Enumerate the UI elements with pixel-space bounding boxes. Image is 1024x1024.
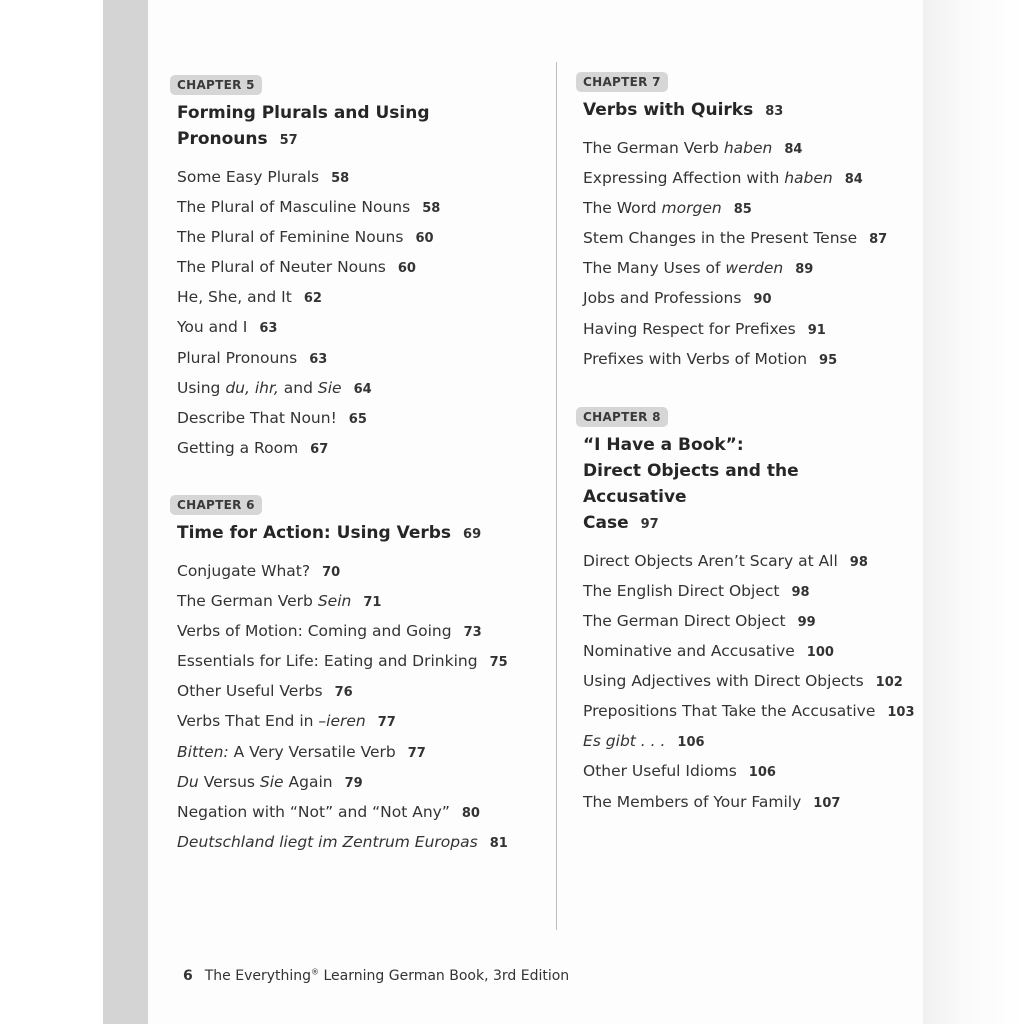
chapter-title-text: Verbs with Quirks xyxy=(583,100,754,120)
toc-entry-text: Some Easy Plurals xyxy=(177,168,320,186)
toc-entry xyxy=(583,163,906,193)
chapter-badge: CHAPTER 6 xyxy=(170,495,262,515)
toc-entry-text: Verbs of Motion: Coming and Going xyxy=(177,622,452,641)
toc-entry-page-number: 95 xyxy=(819,352,838,368)
toc-entry xyxy=(583,696,915,726)
toc-entry-text: Versus xyxy=(198,772,260,791)
toc-entry-page-number: 89 xyxy=(795,262,814,278)
toc-entry xyxy=(177,282,550,312)
toc-entry-text: The German Verb xyxy=(583,139,724,157)
toc-entry-text: Plural Pronouns xyxy=(177,348,298,367)
toc-entry-text: The Plural of Masculine Nouns xyxy=(177,198,411,217)
page-footer xyxy=(183,967,569,984)
toc-entry-page-number: 107 xyxy=(813,795,841,811)
toc-entry-text: Other Useful Verbs xyxy=(177,682,323,701)
toc-entry-text: A Very Versatile Verb xyxy=(228,742,396,761)
toc-entry-page-number: 106 xyxy=(748,765,776,781)
toc-entry-text: Conjugate What? xyxy=(177,561,311,580)
toc-entry-text: Sie xyxy=(259,772,284,791)
toc-entry-text: The German Direct Object xyxy=(583,611,786,630)
chapter-section xyxy=(170,74,550,463)
toc-entry xyxy=(583,636,906,666)
chapter-section xyxy=(576,71,906,374)
toc-entry-page-number: 98 xyxy=(791,584,810,600)
toc-entry-text: Nominative and Accusative xyxy=(583,642,795,661)
toc-entry-list xyxy=(170,162,550,463)
chapter-page-number: 57 xyxy=(279,133,298,148)
toc-entry-list xyxy=(576,546,915,817)
toc-entry xyxy=(177,343,550,373)
toc-entry xyxy=(583,576,906,606)
toc-entry-text: You and I xyxy=(177,318,248,337)
toc-entry-page-number: 84 xyxy=(784,142,803,157)
toc-entry-text: Describe That Noun! xyxy=(177,408,337,427)
toc-entry xyxy=(177,646,550,676)
toc-entry-page-number: 87 xyxy=(869,232,888,248)
toc-entry-text: The German Verb xyxy=(177,592,318,611)
chapter-title xyxy=(177,520,550,548)
chapter-page-number: 69 xyxy=(463,526,482,542)
toc-entry-text: The Plural of Feminine Nouns xyxy=(177,228,404,247)
right-column xyxy=(576,71,915,817)
toc-entry xyxy=(177,222,550,252)
toc-entry-page-number: 67 xyxy=(310,441,329,457)
toc-entry xyxy=(583,314,906,344)
toc-entry xyxy=(177,767,550,797)
toc-entry-text: haben xyxy=(784,169,833,188)
chapter-page-number: 97 xyxy=(640,516,659,532)
toc-entry-text: –ieren xyxy=(318,712,366,731)
toc-entry-page-number: 85 xyxy=(733,202,752,218)
scan-background xyxy=(0,0,103,1024)
toc-entry-page-number: 90 xyxy=(753,292,772,308)
toc-entry xyxy=(177,162,550,192)
toc-entry xyxy=(177,433,550,463)
toc-entry-text: He, She, and It xyxy=(177,288,292,307)
chapter-title-text: Time for Action: Using Verbs xyxy=(177,522,452,543)
toc-entry-page-number: 63 xyxy=(259,321,278,337)
toc-entry xyxy=(177,797,550,827)
toc-entry-page-number: 73 xyxy=(463,625,482,641)
toc-entry-page-number: 58 xyxy=(422,201,441,217)
toc-entry-page-number: 77 xyxy=(407,745,426,761)
toc-entry-text: morgen xyxy=(661,199,722,218)
toc-entry-text: The Plural of Neuter Nouns xyxy=(177,258,386,277)
toc-entry-page-number: 103 xyxy=(887,705,915,721)
toc-entry xyxy=(177,556,550,586)
toc-entry-text: Du xyxy=(177,772,199,791)
chapter-section xyxy=(576,406,915,817)
toc-entry-page-number: 79 xyxy=(344,775,363,791)
toc-entry xyxy=(177,192,550,222)
toc-entry xyxy=(177,252,550,282)
toc-entry-text: Again xyxy=(283,772,333,791)
toc-entry-text: Having Respect for Prefixes xyxy=(583,319,796,338)
toc-entry-text: The Many Uses of xyxy=(583,259,726,278)
toc-entry-list xyxy=(170,556,550,857)
toc-entry-list xyxy=(576,133,906,374)
toc-entry xyxy=(177,403,550,433)
column-divider xyxy=(556,62,557,930)
toc-entry-page-number: 99 xyxy=(797,614,816,630)
chapter-title-text: Forming Plurals and Using Pronouns xyxy=(177,103,430,149)
toc-entry-text: The English Direct Object xyxy=(583,581,780,600)
toc-entry xyxy=(583,223,906,253)
toc-entry xyxy=(583,133,906,163)
toc-entry-text: Using Adjectives with Direct Objects xyxy=(583,672,864,691)
toc-entry-text: Sein xyxy=(317,592,352,611)
toc-entry-page-number: 91 xyxy=(807,322,826,338)
toc-entry-text: Prepositions That Take the Accusative xyxy=(583,702,876,721)
toc-entry xyxy=(177,827,550,857)
toc-entry-text: Bitten: xyxy=(177,742,229,761)
toc-entry-text: Direct Objects Aren’t Scary at All xyxy=(583,551,838,570)
toc-entry-page-number: 81 xyxy=(489,835,508,851)
toc-entry xyxy=(583,344,906,374)
toc-entry-text: Deutschland liegt im Zentrum Europas xyxy=(177,832,478,851)
chapter-title xyxy=(583,97,906,125)
toc-entry-text: Getting a Room xyxy=(177,438,299,457)
toc-entry-page-number: 62 xyxy=(303,291,322,307)
toc-entry xyxy=(583,193,906,223)
toc-entry-page-number: 64 xyxy=(353,381,372,397)
toc-entry-page-number: 106 xyxy=(677,735,705,751)
footer-page-number: 6 xyxy=(183,967,193,984)
toc-entry xyxy=(177,586,550,616)
toc-entry-page-number: 60 xyxy=(415,231,434,247)
toc-entry-text: The Word xyxy=(583,199,662,218)
toc-entry xyxy=(177,737,550,767)
toc-entry xyxy=(583,546,906,576)
toc-entry xyxy=(583,283,906,313)
toc-entry xyxy=(177,312,550,342)
chapter-badge: CHAPTER 8 xyxy=(576,407,668,427)
toc-entry-text: Es gibt . . . xyxy=(583,732,666,751)
chapter-title xyxy=(583,432,906,538)
chapter-section xyxy=(170,494,550,857)
toc-entry-page-number: 58 xyxy=(331,171,350,186)
toc-entry xyxy=(177,676,550,706)
toc-entry-page-number: 76 xyxy=(334,685,353,701)
chapter-page-number: 83 xyxy=(765,104,784,119)
toc-entry-text: Using xyxy=(177,378,226,397)
toc-entry-page-number: 71 xyxy=(363,595,382,611)
toc-entry-page-number: 75 xyxy=(489,655,508,671)
toc-entry-text: and xyxy=(278,378,318,397)
toc-entry xyxy=(177,373,550,403)
toc-entry-text: Stem Changes in the Present Tense xyxy=(583,229,858,248)
toc-entry xyxy=(583,787,906,817)
toc-entry-text: The Members of Your Family xyxy=(583,792,802,811)
toc-entry-page-number: 63 xyxy=(309,351,328,367)
toc-entry-page-number: 70 xyxy=(322,564,341,580)
left-column xyxy=(170,74,550,857)
toc-entry-page-number: 102 xyxy=(875,675,903,691)
page-edge-shadow xyxy=(103,0,148,1024)
toc-entry-text: Other Useful Idioms xyxy=(583,762,737,781)
toc-entry-text: Sie xyxy=(317,378,342,397)
page-right-edge xyxy=(923,0,1024,1024)
toc-entry-page-number: 84 xyxy=(844,172,863,188)
toc-entry-text: haben xyxy=(723,139,773,157)
toc-entry-page-number: 100 xyxy=(806,645,834,661)
toc-entry-page-number: 98 xyxy=(849,554,868,570)
toc-entry-text: du, ihr, xyxy=(225,378,279,397)
chapter-title-text: “I Have a Book”: Direct Objects and the Accusative Case xyxy=(583,434,799,533)
toc-entry xyxy=(177,706,550,736)
chapter-badge: CHAPTER 7 xyxy=(576,72,668,92)
toc-entry xyxy=(583,606,906,636)
footer-book-title: The Everything® Learning German Book, 3rd Edition xyxy=(204,967,570,984)
toc-entry-page-number: 77 xyxy=(377,715,396,731)
toc-entry-page-number: 60 xyxy=(397,261,416,277)
toc-entry-page-number: 80 xyxy=(461,805,480,821)
chapter-badge: CHAPTER 5 xyxy=(170,75,262,95)
toc-entry xyxy=(583,726,906,756)
toc-entry-page-number: 65 xyxy=(348,411,367,427)
toc-entry xyxy=(583,253,906,283)
toc-entry xyxy=(177,616,550,646)
toc-entry-text: werden xyxy=(725,259,784,278)
toc-entry-text: Verbs That End in xyxy=(177,712,319,731)
toc-entry xyxy=(583,666,906,696)
toc-entry-text: Prefixes with Verbs of Motion xyxy=(583,349,808,368)
toc-entry xyxy=(583,756,906,786)
toc-entry-text: Expressing Affection with xyxy=(583,169,785,188)
toc-entry-text: Essentials for Life: Eating and Drinking xyxy=(177,652,478,671)
toc-entry-text: Negation with “Not” and “Not Any” xyxy=(177,802,450,821)
chapter-title xyxy=(177,100,550,154)
toc-entry-text: Jobs and Professions xyxy=(583,289,742,308)
